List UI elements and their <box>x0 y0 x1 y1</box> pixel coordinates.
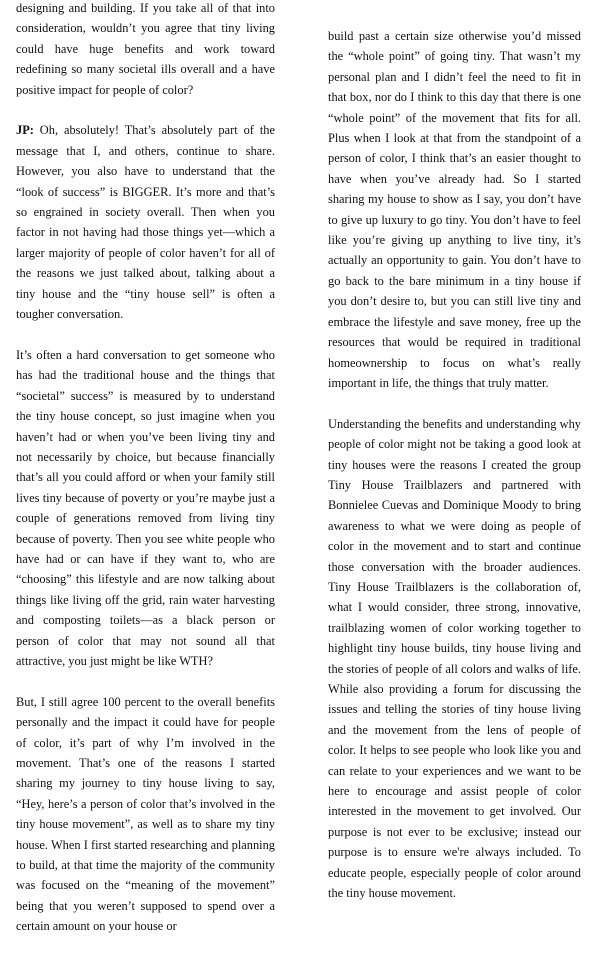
paragraph <box>16 120 275 324</box>
paragraph: build past a certain size otherwise you’d missed the “whole point” of going tiny. That wasn’t my personal plan and I didn’t feel the need to fit in that box, nor do I think to this day that there is one “whole point” of the movement that fits for all. Plus when I look at that from the standpoint of a person of color, I think that’s an easier thought to have when you’ve already had. So I started sharing my house to show as I say, you don’t have to give up luxury to go tiny. You don’t have to feel like you’re giving up anything to live tiny, it’s actually an opportunity to gain. You don’t have to go back to the bare minimum in a tiny house if you don’t desire to, but you can still live tiny and embrace the lifestyle and save money, free up the resources that would be required in traditional homeownership to focus on what’s really important in life, the things that truly matter. <box>328 29 581 390</box>
right-column <box>328 26 581 924</box>
paragraph: It’s often a hard conversation to get someone who has had the traditional house and the things that “societal” success” is measured by to understand the tiny house concept, so just imagine when you haven’t had or when you’ve been living tiny and not necessarily by choice, but because financially that’s all you could afford or when your family still lives tiny because of poverty or you’re maybe just a couple of generations removed from living tiny because of poverty. Then you see white people who have had or can have if they want to, who are “choosing” this lifestyle and are now talking about things like living off the grid, rain water harvesting and composting toilets—as a black person or person of color that may not sound all that attractive, you just might be like WTH? <box>16 347 275 668</box>
paragraph-text: Oh, absolutely! That’s absolutely part of the message that I, and others, continue to share. However, you also have to understand that the “look of success” is BIGGER. It’s more and that’s so engrained in society overall. Then when you factor in not having had those things yet—which a larger majority of people of color haven’t for all of the reasons we just talked about, talking about a tiny house and the “tiny house sell” is often a tougher conversation. <box>16 123 275 322</box>
paragraph: But, I still agree 100 percent to the overall benefits personally and the impact it could have for people of color, it’s part of why I’m involved in the movement. That’s one of the reasons I started sharing my journey to tiny house living to say, “Hey, here’s a person of color that’s involved in the tiny house movement”, as well as to share my tiny house. When I first started researching and planning to build, at that time the majority of the community was focused on the “meaning of the movement” being that you weren’t supposed to spend over a certain amount on your house or <box>16 694 275 934</box>
left-column <box>16 0 275 957</box>
paragraph: Understanding the benefits and understanding why people of color might not be taking a good look at tiny houses were the reasons I created the group Tiny House Trailblazers and partnered with Bonnielee Cuevas and Dominique Moody to bring awareness to what we were doing as people of color in the movement and to start and continue those conversation with the broader audiences. Tiny House Trailblazers is the collaboration of, what I would consider, three strong, innovative, trailblazing women of color working together to highlight tiny house builds, tiny house living and the stories of people of all colors and walks of life. While also providing a forum for discussing the issues and telling the stories of tiny house living and the movement from the lens of people of color. It helps to see people who look like you and can relate to your experiences and we want to be here to encourage and assist people of color interested in the movement to get involved. Our purpose is not ever to be exclusive; instead our purpose is to ensure we're always included. To educate people, especially people of color around the tiny house movement. <box>328 416 581 901</box>
paragraph: designing and building. If you take all of that into consideration, wouldn’t you agree that tiny living could have huge benefits and work toward redefining so many societal ills overall and a have positive impact for people of color? <box>16 1 275 97</box>
speaker-label: JP: <box>16 123 34 138</box>
